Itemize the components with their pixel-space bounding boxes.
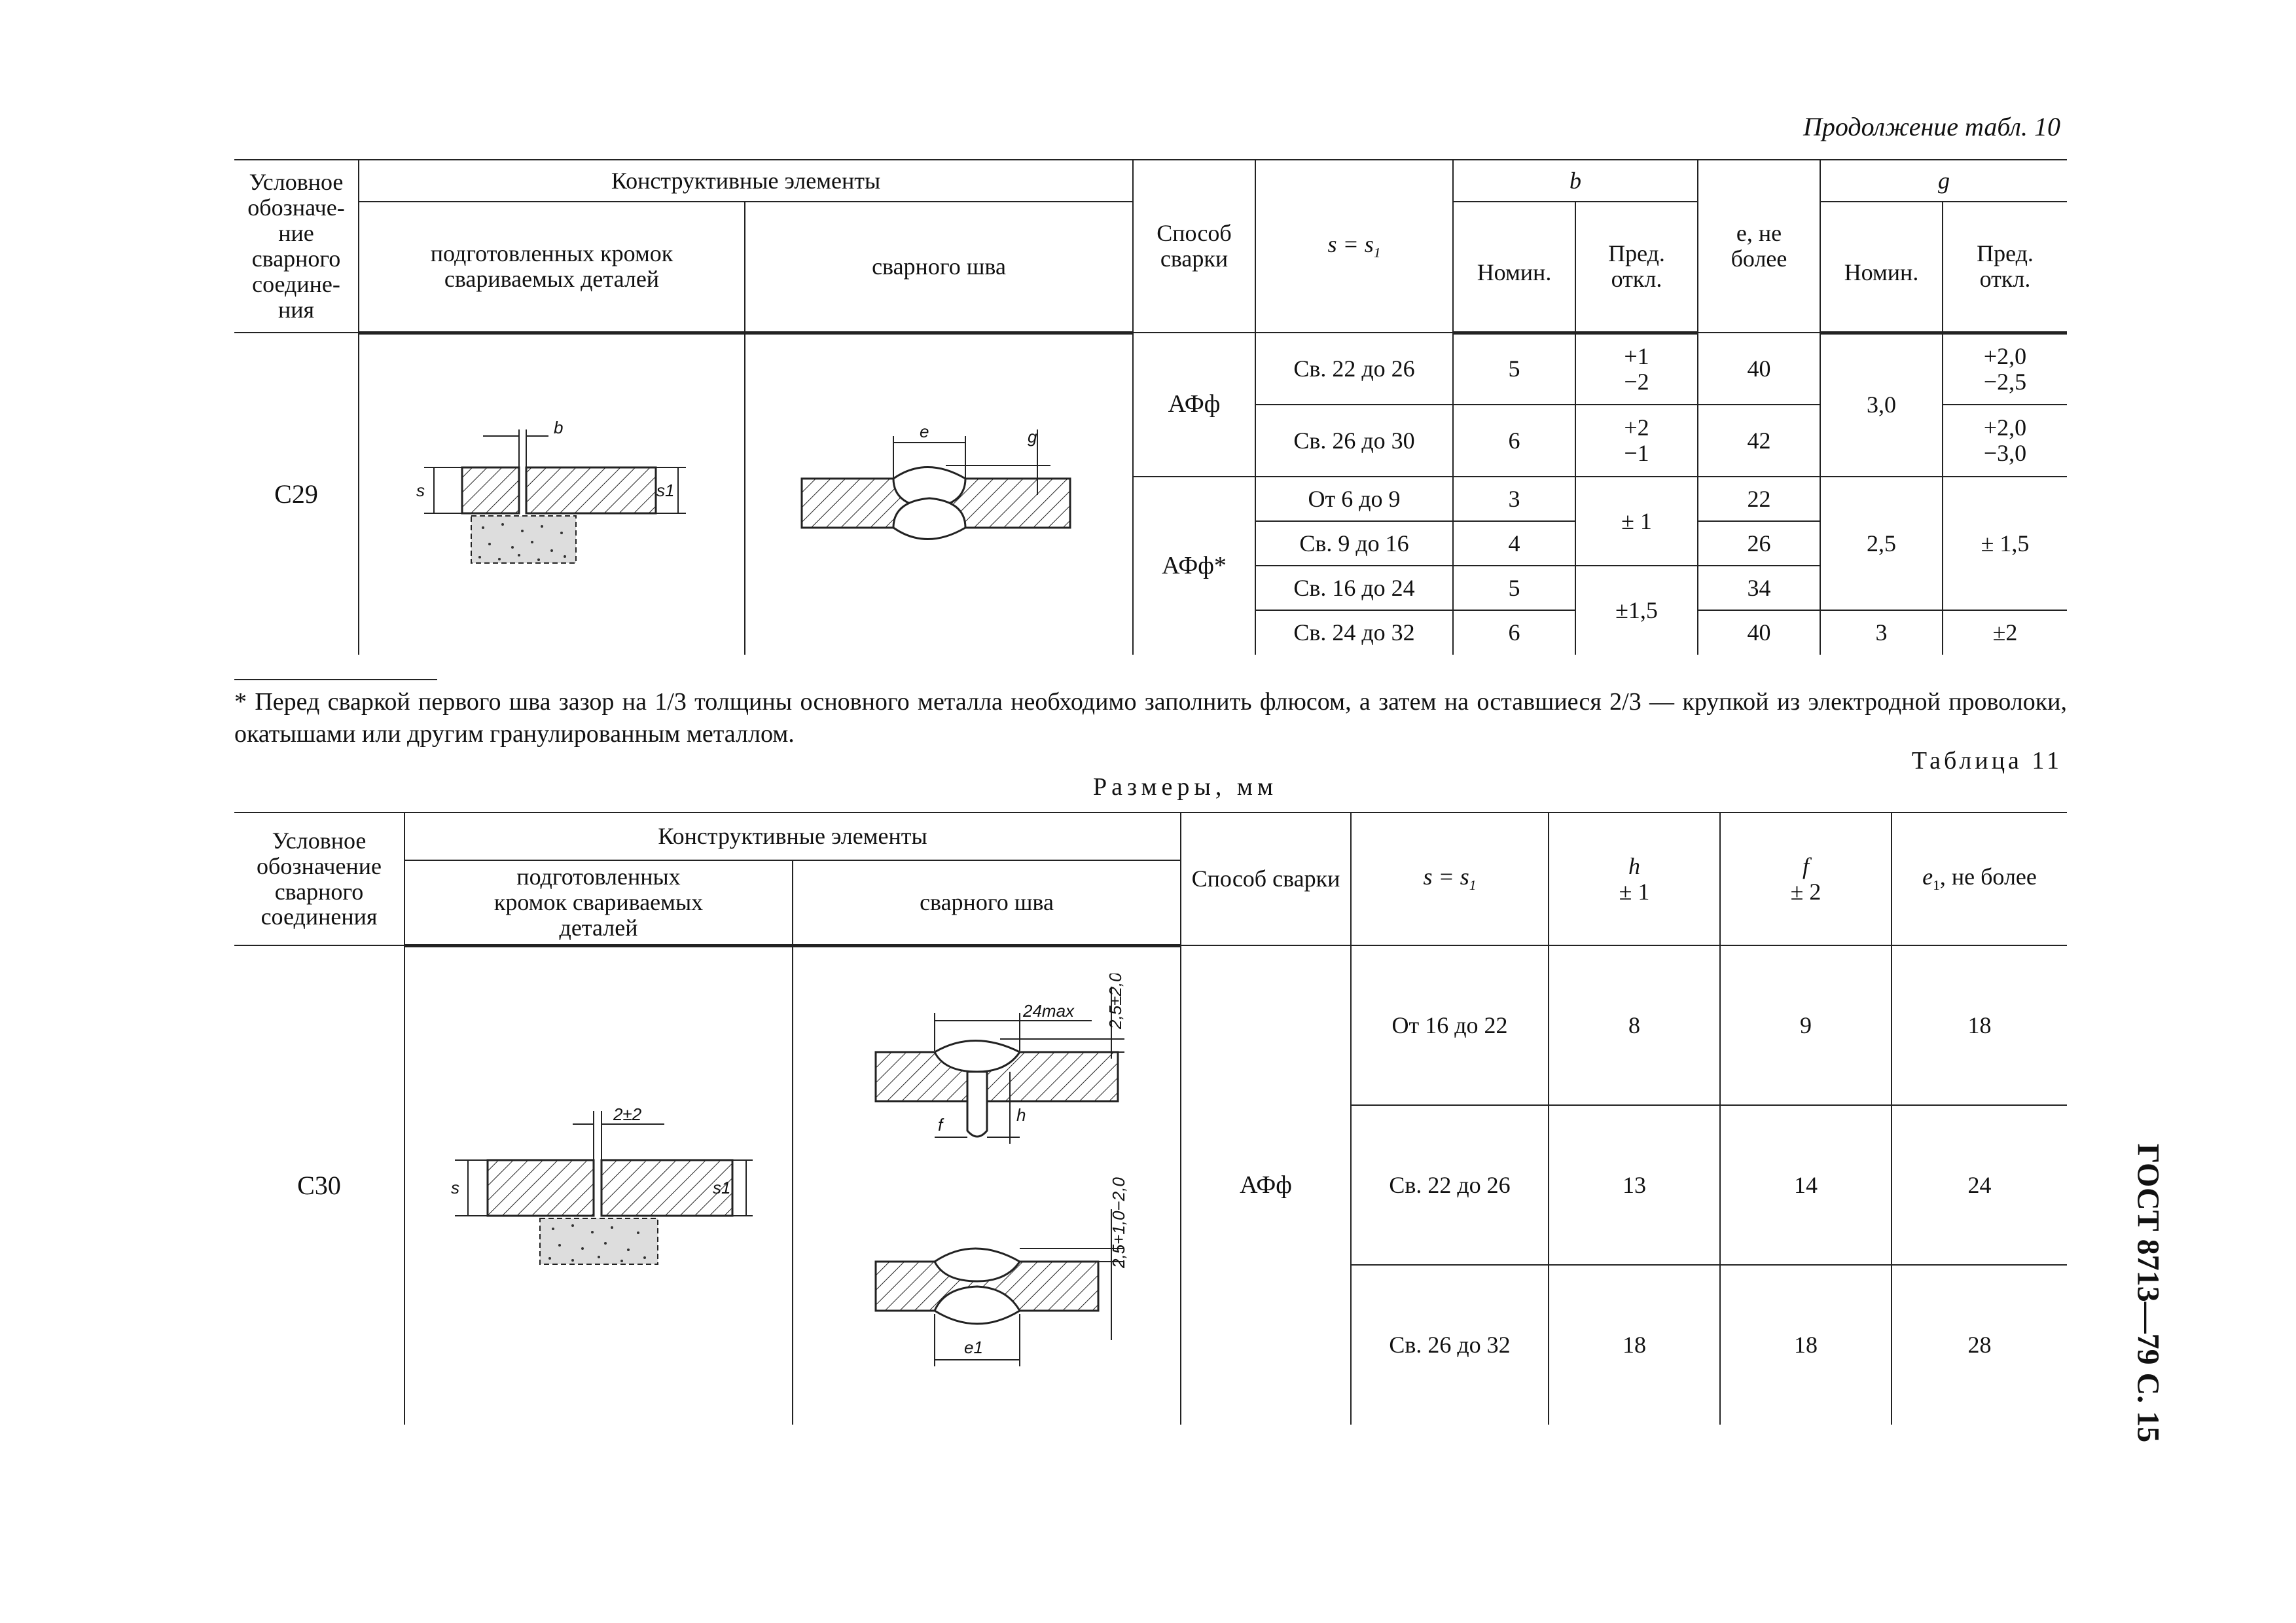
drawing-c30-prepared bbox=[404, 945, 793, 1425]
cell-f: 14 bbox=[1720, 1105, 1892, 1265]
cell-g-nom: 2,5 bbox=[1820, 477, 1943, 610]
label-s1: s1 bbox=[712, 1178, 730, 1198]
cell-e: 42 bbox=[1698, 405, 1820, 477]
label-s1: s1 bbox=[656, 481, 675, 501]
cell-e1: 24 bbox=[1892, 1105, 2067, 1265]
cell-s: Св. 9 до 16 bbox=[1255, 521, 1453, 566]
method-aff-star: АФф* bbox=[1133, 477, 1255, 655]
cell-s: Св. 26 до 32 bbox=[1351, 1265, 1549, 1425]
header-b-dev: Пред. откл. bbox=[1575, 202, 1698, 333]
header-f: f ± 2 bbox=[1720, 812, 1892, 945]
label-h: h bbox=[1016, 1105, 1026, 1125]
footnote-rule bbox=[234, 679, 437, 680]
drawing-c30-weld bbox=[793, 945, 1181, 1425]
cell-b-nom: 6 bbox=[1453, 610, 1575, 655]
table-number: Таблица 11 bbox=[1911, 747, 2062, 775]
drawing-c29-prepared bbox=[359, 333, 745, 655]
header-constructive: Конструктивные элементы bbox=[359, 160, 1133, 202]
weld-drawing-c29 bbox=[789, 416, 1090, 567]
label-s: s bbox=[416, 481, 425, 501]
header-designation: Условное обозначе-ние сварного соедине-ния bbox=[234, 160, 359, 333]
cell-e: 34 bbox=[1698, 566, 1820, 610]
designation-c29: С29 bbox=[234, 333, 359, 655]
header-prepared-edges: подготовленных кромок свариваемых деталей bbox=[404, 860, 793, 945]
cell-e: 22 bbox=[1698, 477, 1820, 521]
header-g: g bbox=[1820, 160, 2067, 202]
cell-s: Св. 22 до 26 bbox=[1351, 1105, 1549, 1265]
header-s: $s = s_1$ bbox=[1351, 812, 1549, 945]
header-e: e, не более bbox=[1698, 160, 1820, 333]
cell-g-nom: 3,0 bbox=[1820, 333, 1943, 477]
label-b: b bbox=[554, 418, 564, 438]
header-s: $s = s_1$ bbox=[1255, 160, 1453, 333]
cell-b-nom: 5 bbox=[1453, 333, 1575, 405]
cell-e: 26 bbox=[1698, 521, 1820, 566]
header-designation: Условное обозначение сварного соединения bbox=[234, 812, 404, 945]
header-weld: сварного шва bbox=[793, 860, 1181, 945]
cell-b-dev: ±1,5 bbox=[1575, 566, 1698, 655]
cell-b-nom: 5 bbox=[1453, 566, 1575, 610]
footnote: * Перед сваркой первого шва зазор на 1/3 толщины основного металла необходимо заполнить флюсом, а затем на оставшиеся 2/3 — крупкой из электродной проволоки, окатышами или другим гранулированным металлом. bbox=[234, 688, 2067, 748]
weld-drawing-c30 bbox=[836, 974, 1138, 1393]
method-aff: АФф bbox=[1133, 333, 1255, 477]
cell-b-nom: 4 bbox=[1453, 521, 1575, 566]
cell-f: 9 bbox=[1720, 945, 1892, 1105]
label-f: f bbox=[937, 1115, 942, 1135]
cell-f: 18 bbox=[1720, 1265, 1892, 1425]
header-b-nom: Номин. bbox=[1453, 202, 1575, 333]
sizes-caption: Размеры, мм bbox=[1093, 773, 1278, 801]
drawing-c29-weld bbox=[745, 333, 1133, 655]
cell-g-nom: 3 bbox=[1820, 610, 1943, 655]
cell-b-nom: 6 bbox=[1453, 405, 1575, 477]
cell-h: 13 bbox=[1549, 1105, 1720, 1265]
label-e: e bbox=[919, 422, 929, 442]
cell-g-dev: +2,0 −2,5 bbox=[1943, 333, 2067, 405]
cell-s: От 16 до 22 bbox=[1351, 945, 1549, 1105]
side-label bbox=[2130, 1143, 2166, 1443]
header-constructive: Конструктивные элементы bbox=[404, 812, 1181, 860]
cell-s: Св. 16 до 24 bbox=[1255, 566, 1453, 610]
continuation-label: Продолжение табл. 10 bbox=[1803, 112, 2060, 141]
table-10 bbox=[234, 159, 2067, 655]
label-s: s bbox=[450, 1178, 459, 1198]
prepared-edges-drawing-c29 bbox=[404, 416, 699, 567]
cell-h: 8 bbox=[1549, 945, 1720, 1105]
header-method: Способ сварки bbox=[1133, 160, 1255, 333]
prepared-edges-drawing-c30 bbox=[442, 1098, 756, 1268]
table-11 bbox=[234, 812, 2067, 1425]
designation-c30: С30 bbox=[234, 945, 404, 1425]
header-method: Способ сварки bbox=[1181, 812, 1351, 945]
side-label-text: ГОСТ 8713—79 С. 15 bbox=[2130, 1143, 2166, 1443]
cell-b-dev: +1 −2 bbox=[1575, 333, 1698, 405]
header-b: b bbox=[1453, 160, 1698, 202]
cell-b-dev: ± 1 bbox=[1575, 477, 1698, 566]
header-e1: $e_1$, не более bbox=[1892, 812, 2067, 945]
cell-g-dev: ±2 bbox=[1943, 610, 2067, 655]
cell-s: Св. 24 до 32 bbox=[1255, 610, 1453, 655]
label-height2: 2,5+1,0−2,0 bbox=[1108, 1177, 1128, 1269]
cell-g-dev: +2,0 −3,0 bbox=[1943, 405, 2067, 477]
cell-e1: 18 bbox=[1892, 945, 2067, 1105]
header-prepared-edges: подготовленных кромок свариваемых деталей bbox=[359, 202, 745, 333]
cell-s: Св. 22 до 26 bbox=[1255, 333, 1453, 405]
label-height: 2,5±2,0 bbox=[1105, 974, 1125, 1030]
cell-e: 40 bbox=[1698, 333, 1820, 405]
label-e1: e1 bbox=[963, 1338, 983, 1358]
header-weld: сварного шва bbox=[745, 202, 1133, 333]
cell-g-dev: ± 1,5 bbox=[1943, 477, 2067, 610]
label-gap: 2±2 bbox=[613, 1104, 641, 1125]
cell-e: 40 bbox=[1698, 610, 1820, 655]
cell-s: Св. 26 до 30 bbox=[1255, 405, 1453, 477]
label-width: 24max bbox=[1022, 1001, 1074, 1021]
cell-e1: 28 bbox=[1892, 1265, 2067, 1425]
header-h: h ± 1 bbox=[1549, 812, 1720, 945]
label-g: g bbox=[1027, 427, 1037, 447]
cell-b-dev: +2 −1 bbox=[1575, 405, 1698, 477]
method-aff: АФф bbox=[1181, 945, 1351, 1425]
cell-h: 18 bbox=[1549, 1265, 1720, 1425]
cell-s: От 6 до 9 bbox=[1255, 477, 1453, 521]
header-g-dev: Пред. откл. bbox=[1943, 202, 2067, 333]
header-g-nom: Номин. bbox=[1820, 202, 1943, 333]
cell-b-nom: 3 bbox=[1453, 477, 1575, 521]
